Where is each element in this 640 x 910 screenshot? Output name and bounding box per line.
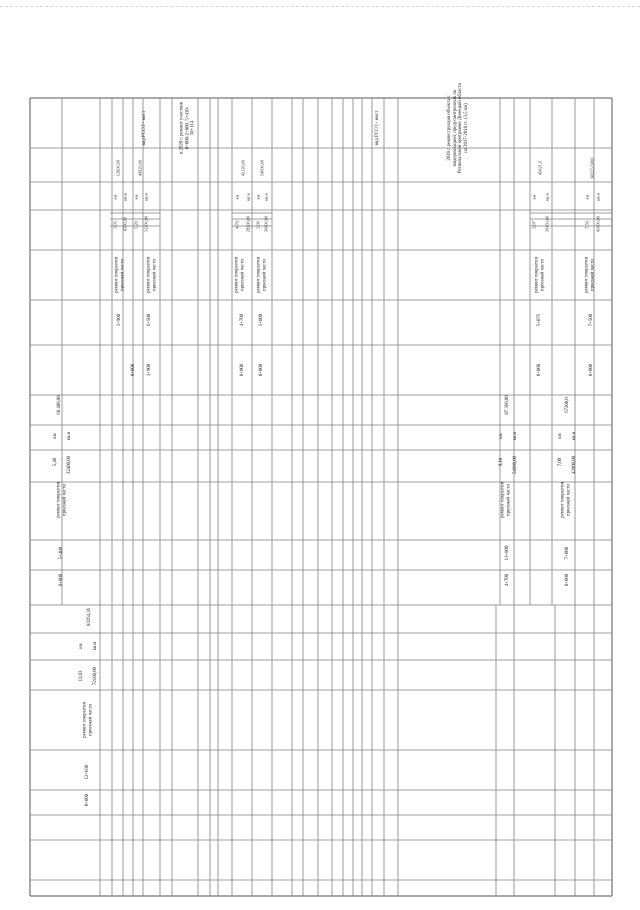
cell-text: 0+000 [537,363,543,377]
cell-text: ремонт покрытия проезжей части [560,482,571,518]
cell-text: кв.м [572,431,578,441]
cell-text: кв.м [245,192,251,202]
cell-text: 5+400 [59,546,65,560]
cell-text: 4+700 [240,313,246,327]
cell-text: ремонт покрытия проезжей части [56,482,67,518]
cell-text: км [531,194,537,200]
cell-text: км [558,433,564,439]
cell-text: 6+500 [147,313,153,327]
cell-text: ремонт покрытия проезжей части [146,257,157,293]
cell-text: кв.м [67,431,73,441]
cell-text: кв.м [143,192,149,202]
cell-text: в 2020 г. ремонт участков 0+000-2+800, 5+410-10+114 [179,102,196,154]
cell-text: 54000,00 [259,159,265,177]
cell-text: км [584,194,590,200]
cell-text: км [255,194,261,200]
cell-text: 5+000 [259,313,265,327]
cell-text: 0+000 [85,793,91,807]
cell-text: 45621,0 [537,160,543,176]
cell-text: 49920,00 [137,159,143,177]
cell-text: км [133,194,139,200]
cell-text: кв.м [263,192,269,202]
cell-text: 12,03 [79,670,85,682]
cell-text: 0+000 [131,363,137,377]
cell-text: вид РССО - мост [375,110,381,146]
cell-text: 0+000 [240,363,246,377]
cell-text: 5,20 [133,221,139,229]
cell-text: 0+000 [59,573,65,587]
cell-text: 0+000 [565,573,571,587]
cell-text: ремонт покрытия проезжей части [256,257,267,293]
cell-text: км [234,194,240,200]
cell-text: 54600,00 [513,456,519,474]
cell-text: 42000,00 [572,456,578,474]
cell-text: ремонт покрытия проезжей части [584,257,595,293]
cell-text: 32400,00 [67,456,73,474]
cell-text: кв.м [544,192,550,202]
cell-text: 12+030 [85,764,91,780]
cell-text: 1,05 [112,221,118,229]
cell-text: 2018 г. реконструкция объекта с модернизацией, предусмотренных по Региональной программе Донецкой области на 2017-2018 гг. (3,5 км) [446,82,469,174]
cell-text: 0+000 [589,363,595,377]
cell-text: 1+900 [117,313,123,327]
cell-text: 1+900 [147,363,153,377]
cell-text: 83264,36 [87,608,93,626]
cell-text: ремонт покрытия проезжей части [534,257,545,293]
cell-text: 72180,00 [93,667,99,685]
cell-text: 7,50 [584,221,590,229]
cell-text: 30000,00 [263,215,269,233]
cell-text: км [79,643,85,649]
cell-text: 68 400,00 [57,395,63,415]
cell-text: 4,70 [234,221,240,229]
cell-text: км [112,194,118,200]
cell-text: 87 360,00 [505,395,511,415]
cell-text: ремонт покрытия проезжей части [82,702,93,738]
cell-text: ремонт покрытия проезжей части [114,257,125,293]
cell-text: 9,10 [499,457,505,467]
cell-text: кв.м [513,431,519,441]
cell-text: 13+800 [505,545,511,561]
cell-text: 5+075 [537,313,543,327]
cell-text: 7,00 [558,457,564,467]
cell-text: 60225,5000 [589,157,595,179]
cell-text: 6300,00 [122,216,128,232]
cell-text: 7+000 [565,546,571,560]
cell-text: 12600,00 [115,159,121,177]
cell-text: ремонт покрытия проезжей части [234,257,245,293]
cell-text: 7+500 [589,313,595,327]
cell-text: 31200,00 [143,215,149,233]
cell-text: 45120,00 [240,159,246,177]
cell-text: км [499,433,505,439]
cell-text: 4+700 [505,573,511,587]
cell-text: вид РССО - мост [142,110,148,146]
cell-text: 5,07 [531,221,537,229]
cell-text: кв.м [93,641,99,651]
cell-text: 45000,00 [595,215,601,233]
cell-text: 67200,0 [565,397,571,413]
cell-text: км [53,433,59,439]
cell-text: кв.м [122,192,128,202]
cell-text: 5,00 [255,221,261,229]
cell-text: 5,40 [53,457,59,467]
cell-text: 30450,00 [544,215,550,233]
cell-text: ремонт покрытия проезжей части [500,482,511,518]
cell-text: кв.м [595,192,601,202]
cell-text: 0+000 [259,363,265,377]
cell-text: 28200,00 [245,215,251,233]
